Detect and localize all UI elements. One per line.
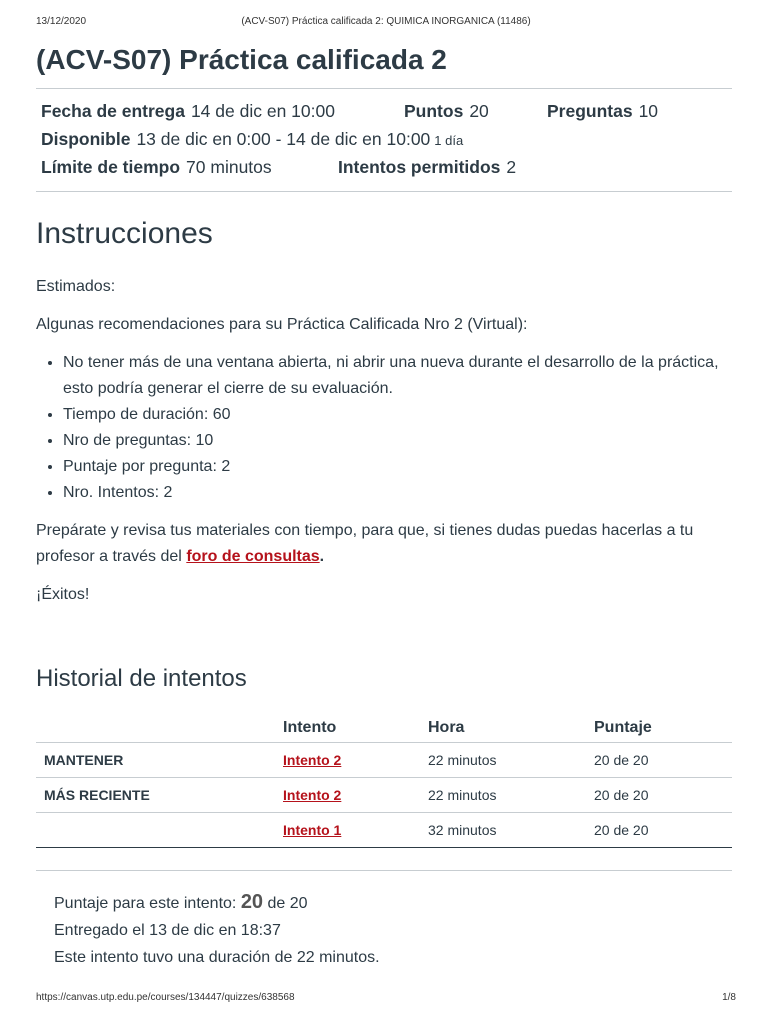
prep-end: . [319,548,325,565]
points-value: 20 [469,101,489,121]
due-date-value: 14 de dic en 10:00 [190,101,335,121]
list-item: • No tener más de una ventana abierta, ni abrir una nueva durante el desarrollo de la práctica, esto podría generar el cierre de su evaluación. [63,350,732,402]
attempt-time: 22 minutos [428,778,594,813]
attempt-kind: MANTENER [36,743,283,778]
available-label: Disponible [41,129,131,149]
table-row [36,813,732,848]
available-value: 13 de dic en 0:00 - 14 de dic en 10:00 [136,129,431,149]
attempts-allowed-label: Intentos permitidos [338,157,501,177]
points-item [404,101,547,122]
prep-text: Prepárate y revisa tus materiales con tiempo, para que, si tienes dudas puedas hacerlas a tu profesor a través del [36,522,694,565]
questions-item [547,101,658,122]
attempt-time: 22 minutos [428,743,594,778]
instructions-heading: Instrucciones [36,217,213,250]
attempts-allowed-value: 2 [506,157,517,177]
print-header [36,16,736,30]
attempt-link[interactable]: Intento 1 [283,822,342,838]
submitted-text: Entregado el 13 de dic en 18:37 [54,922,281,939]
details-row [41,101,732,129]
time-limit-label: Límite de tiempo [41,157,181,177]
attempt-cell [283,813,428,848]
list-item: • Puntaje por pregunta: 2 [63,454,732,480]
attempts-allowed-item [338,157,516,178]
list-item: • Tiempo de duración: 60 [63,402,732,428]
attempts-table [36,714,732,848]
intro-text: Algunas recomendaciones para su Práctica Calificada Nro 2 (Virtual): [36,316,528,333]
attempt-kind [36,813,283,848]
attempt-cell [283,778,428,813]
print-date: 13/12/2020 [36,16,87,27]
score-suffix: de 20 [267,895,308,912]
score-prefix: Puntaje para este intento: [54,895,237,912]
column-header-score: Puntaje [594,714,732,743]
closing-text: ¡Éxitos! [36,586,90,603]
points-label: Puntos [404,101,464,121]
quiz-content [36,40,732,971]
available-item [41,129,463,150]
attempt-score: 20 de 20 [594,778,732,813]
due-date-label: Fecha de entrega [41,101,185,121]
details-row [41,129,732,157]
attempt-link[interactable]: Intento 2 [283,787,342,803]
page-title: (ACV-S07) Práctica calificada 2 [36,40,732,89]
attempt-score: 20 de 20 [594,813,732,848]
quiz-details [36,89,732,192]
history-heading: Historial de intentos [36,665,247,692]
table-row [36,778,732,813]
attempt-time: 32 minutos [428,813,594,848]
score-line [54,889,732,917]
attempt-kind: MÁS RECIENTE [36,778,283,813]
greeting-text: Estimados: [36,278,116,295]
page-url: https://canvas.utp.edu.pe/courses/134447/quizzes/638568 [36,992,295,1003]
column-header-attempt: Intento [283,714,428,743]
questions-label: Preguntas [547,101,633,121]
forum-link[interactable]: foro de consultas [186,548,320,565]
prep-paragraph [36,518,732,570]
column-header-kind [36,714,283,743]
attempt-summary [36,870,732,971]
attempt-cell [283,743,428,778]
questions-value: 10 [638,101,659,121]
time-limit-value: 70 minutos [186,157,272,177]
time-limit-item [41,157,338,178]
available-duration: 1 día [434,133,464,148]
recommendations-list [36,350,732,506]
attempt-score: 20 de 20 [594,743,732,778]
duration-text: Este intento tuvo una duración de 22 minutos. [54,949,380,966]
instructions-body [36,274,732,608]
print-title: (ACV-S07) Práctica calificada 2: QUIMICA INORGANICA (11486) [241,16,531,27]
due-date-item [41,101,404,122]
attempt-link[interactable]: Intento 2 [283,752,342,768]
list-item: • Nro. Intentos: 2 [63,480,732,506]
page-number: 1/8 [722,992,736,1003]
details-row [41,157,732,185]
list-item: • Nro de preguntas: 10 [63,428,732,454]
column-header-time: Hora [428,714,594,743]
table-row [36,743,732,778]
score-value: 20 [240,891,264,913]
table-header-row [36,714,732,743]
